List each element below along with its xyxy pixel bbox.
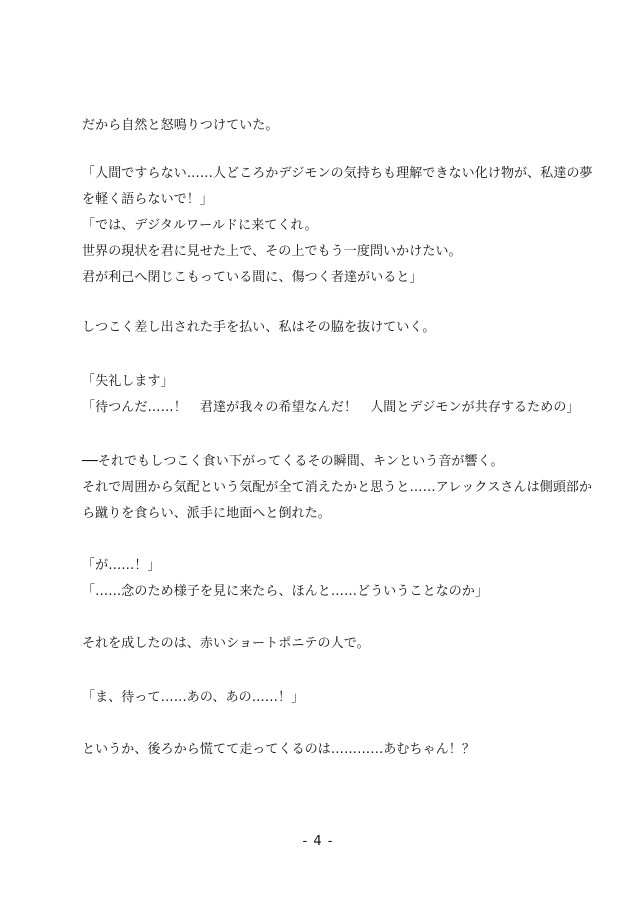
text-line: 「では、デジタルワールドに来てくれ。 <box>82 218 318 233</box>
text-line: それで周囲から気配という気配が全て消えたかと思うと……アレックスさんは側頭部か <box>82 480 593 495</box>
text-line: 「待つんだ……！ 君達が我々の希望なんだ！ 人間とデジモンが共存するための」 <box>82 400 580 415</box>
text-line: 「……念のため様子を見に来たら、ほんと……どういうことなのか」 <box>82 584 489 599</box>
text-line: 「ま、待って……あの、あの……！」 <box>82 690 305 705</box>
text-line: を軽く語らないで！」 <box>82 192 214 207</box>
text-line: ら蹴りを食らい、派手に地面へと倒れた。 <box>82 506 331 521</box>
text-line: 君が利己へ閉じこもっている間に、傷つく者達がいると」 <box>82 270 423 285</box>
text-line: だから自然と怒鳴りつけていた。 <box>82 118 279 133</box>
text-line: 世界の現状を君に見せた上で、その上でもう一度問いかけたい。 <box>82 244 462 259</box>
text-line: 「が……！」 <box>82 558 161 573</box>
text-line: 「人間ですらない……人どころかデジモンの気持ちも理解できない化け物が、私達の夢 <box>82 166 593 181</box>
page-number: - 4 - <box>302 834 334 849</box>
text-line: ──それでもしつこく食い下がってくるその瞬間、キンという音が響く。 <box>82 454 504 469</box>
text-line: しつこく差し出された手を払い、私はその脇を抜けていく。 <box>82 320 436 335</box>
text-line: というか、後ろから慌てて走ってくるのは…………あむちゃん！？ <box>82 742 476 757</box>
text-line: それを成したのは、赤いショートポニテの人で。 <box>82 636 370 651</box>
text-line: 「失礼します」 <box>82 374 174 389</box>
